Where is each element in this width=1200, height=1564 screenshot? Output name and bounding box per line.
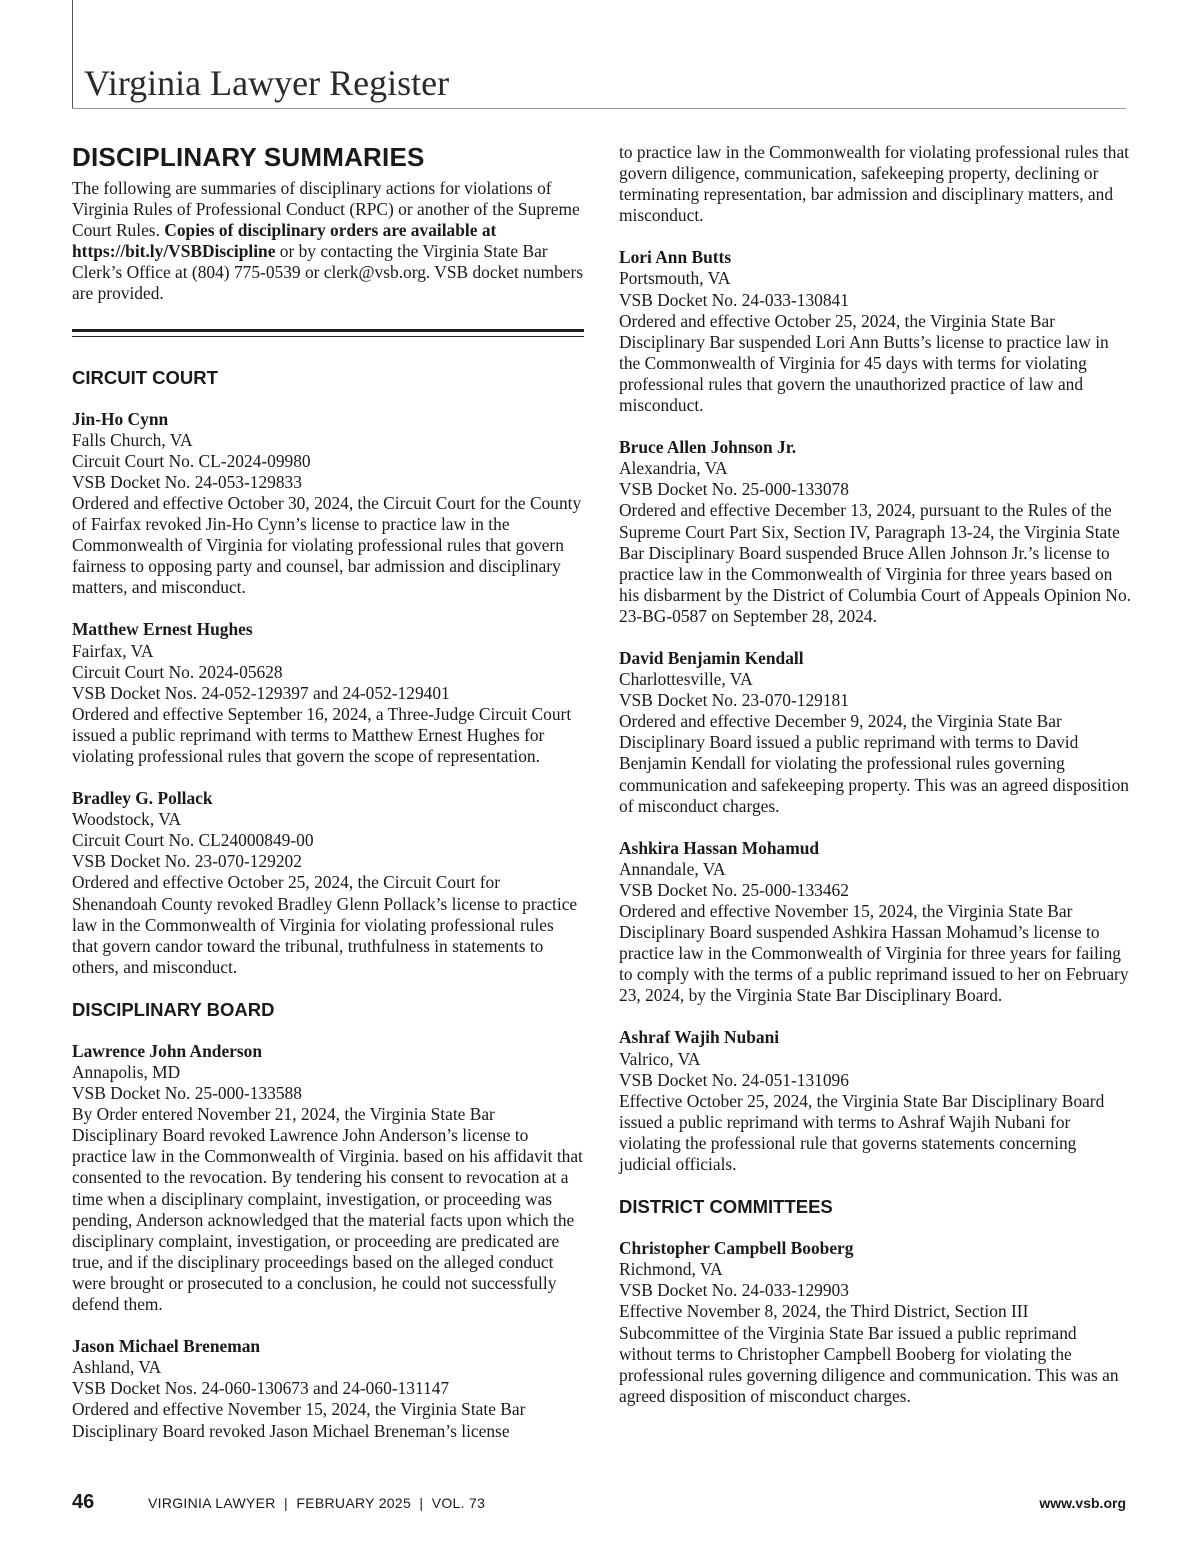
list-item — [619, 648, 1131, 817]
entry-summary: Effective November 8, 2024, the Third District, Section III Subcommittee of the Virginia State Bar issued a public reprimand without terms to Christopher Campbell Booberg for violating the professional rules governing diligence and communication. This was an agreed disposition of misconduct charges. — [619, 1301, 1119, 1406]
list-item — [72, 788, 584, 978]
list-item — [619, 247, 1131, 416]
entry-detail-line: VSB Docket No. 24-033-130841 — [619, 289, 849, 310]
entry-detail-line: Alexandria, VA — [619, 458, 728, 479]
list-item — [72, 619, 584, 767]
entry-detail-line: Falls Church, VA — [72, 429, 193, 450]
entry-summary: Ordered and effective October 25, 2024, the Circuit Court for Shenandoah County revoked Bradley Glenn Pollack’s license to practice law in the Commonwealth of Virginia for violating professional rules that govern candor toward the tribunal, truthfulness in statements to others, and misconduct. — [72, 872, 578, 977]
left-column — [72, 142, 584, 1442]
entry-summary: Ordered and effective November 15, 2024, the Virginia State Bar Disciplinary Board suspended Ashkira Hassan Mohamud’s license to practice law in the Commonwealth of Virginia for three years for failing to comply with the terms of a public reprimand issued to her on February 23, 2024, by the Virginia State Bar Disciplinary Board. — [619, 901, 1129, 1006]
list-item — [619, 1238, 1131, 1407]
section-heading-district-committees: DISTRICT COMMITTEES — [619, 1196, 833, 1218]
entry-detail-line: VSB Docket No. 24-051-131096 — [619, 1069, 849, 1090]
entry-summary: Ordered and effective December 9, 2024, the Virginia State Bar Disciplinary Board issued a public reprimand with terms to David Benjamin Kendall for violating the professional rules governing communication and safekeeping property. This was an agreed disposition of misconduct charges. — [619, 711, 1129, 816]
entry-detail-line: Woodstock, VA — [72, 809, 182, 830]
list-item — [72, 409, 584, 599]
entry-detail-line: VSB Docket Nos. 24-052-129397 and 24-052-129401 — [72, 682, 450, 703]
list-item — [72, 1041, 584, 1315]
attorney-name: Ashkira Hassan Mohamud — [619, 837, 820, 858]
intro-paragraph — [72, 178, 584, 305]
page-title: DISCIPLINARY SUMMARIES — [72, 142, 425, 172]
entry-detail-line: VSB Docket No. 24-033-129903 — [619, 1280, 849, 1301]
entry-detail-line: Valrico, VA — [619, 1048, 701, 1069]
running-header-title: Virginia Lawyer Register — [84, 63, 450, 103]
attorney-name: Jin-Ho Cynn — [72, 408, 169, 429]
header-vertical-rule — [72, 0, 73, 108]
list-item — [619, 1027, 1131, 1175]
section-heading-disciplinary-board: DISCIPLINARY BOARD — [72, 998, 275, 1020]
section-divider — [72, 329, 584, 337]
attorney-name: Christopher Campbell Booberg — [619, 1238, 854, 1259]
entry-summary: By Order entered November 21, 2024, the Virginia State Bar Disciplinary Board revoked Lawrence John Anderson’s license to practice law in the Commonwealth of Virginia. based on his affidavit that consented to the revocation. By tendering his consent to revocation at a time when a disciplinary complaint, investigation, or proceeding was pending, Anderson acknowledged that the material facts upon which the disciplinary complaint, investigation, or proceeding are predicated are true, and if the disciplinary proceedings based on the alleged conduct were brought or prosecuted to a conclusion, he could not successfully defend them. — [72, 1104, 583, 1315]
entry-detail-line: VSB Docket No. 25-000-133078 — [619, 479, 849, 500]
entry-summary: Ordered and effective October 25, 2024, the Virginia State Bar Disciplinary Bar suspended Lori Ann Butts’s license to practice law in the Commonwealth of Virginia for 45 days with terms for violating professional rules that govern the unauthorized practice of law and misconduct. — [619, 310, 1109, 416]
entry-detail-line: VSB Docket No. 25-000-133462 — [619, 879, 849, 900]
entry-detail-line: Portsmouth, VA — [619, 268, 731, 289]
disciplinary-board-entries-continued — [619, 247, 1131, 1175]
list-item — [619, 437, 1131, 627]
district-committee-entries — [619, 1238, 1131, 1407]
list-item — [72, 1336, 584, 1441]
intro-text-b: or by contacting the Virginia State Bar Clerk’s Office at (804) 775-0539 or clerk@vsb.org. VSB docket numbers are provided. — [72, 241, 584, 304]
intro-text-a: The following are summaries of disciplinary actions for violations of Virginia Rules of Professional Conduct (RPC) or another of the Supreme Court Rules. — [72, 178, 580, 241]
attorney-name: David Benjamin Kendall — [619, 647, 804, 668]
entry-detail-line: Charlottesville, VA — [619, 669, 753, 690]
footer-publication: VIRGINIA LAWYER | FEBRUARY 2025 | VOL. 73 — [148, 1495, 486, 1511]
right-column — [619, 142, 1131, 1407]
entry-detail-line: VSB Docket No. 23-070-129181 — [619, 690, 849, 711]
attorney-name: Lori Ann Butts — [619, 247, 732, 268]
entry-detail-line: Richmond, VA — [619, 1259, 723, 1280]
entry-detail-line: VSB Docket No. 24-053-129833 — [72, 471, 302, 492]
entry-detail-line: Ashland, VA — [72, 1357, 162, 1378]
attorney-name: Matthew Ernest Hughes — [72, 619, 253, 640]
entry-detail-line: VSB Docket No. 25-000-133588 — [72, 1083, 302, 1104]
entry-summary: Ordered and effective September 16, 2024, a Three-Judge Circuit Court issued a public reprimand with terms to Matthew Ernest Hughes for violating professional rules that govern the scope of representation. — [72, 703, 572, 766]
footer-url-link[interactable]: www.vsb.org — [1039, 1495, 1126, 1511]
circuit-court-entries — [72, 409, 584, 978]
header-horizontal-rule — [72, 108, 1126, 109]
entry-detail-line: Circuit Court No. CL-2024-09980 — [72, 450, 311, 471]
entry-summary: Ordered and effective November 15, 2024, the Virginia State Bar Disciplinary Board revoked Jason Michael Breneman’s license — [72, 1399, 526, 1441]
entry-detail-line: Circuit Court No. 2024-05628 — [72, 661, 283, 682]
continued-entry-text: to practice law in the Commonwealth for violating professional rules that govern diligence, communication, safekeeping property, declining or terminating representation, bar admission and disciplinary matters, and misconduct. — [619, 142, 1129, 226]
attorney-name: Jason Michael Breneman — [72, 1336, 261, 1357]
disciplinary-board-entries — [72, 1041, 584, 1442]
page-footer — [72, 1491, 1126, 1521]
page-number: 46 — [72, 1491, 95, 1513]
entry-detail-line: Annapolis, MD — [72, 1062, 181, 1082]
attorney-name: Bruce Allen Johnson Jr. — [619, 437, 797, 458]
intro-orders-link[interactable]: Copies of disciplinary orders are available at https://bit.ly/VSBDiscipline — [72, 220, 497, 262]
entry-detail-line: VSB Docket No. 23-070-129202 — [72, 851, 302, 872]
entry-detail-line: Fairfax, VA — [72, 640, 154, 661]
entry-summary: Ordered and effective December 13, 2024, pursuant to the Rules of the Supreme Court Part Six, Section IV, Paragraph 13-24, the Virginia State Bar Disciplinary Board suspended Bruce Allen Johnson Jr.’s license to practice law in the Commonwealth of Virginia for three years based on his disbarment by the District of Columbia Court of Appeals Opinion No. 23-BG-0587 on September 28, 2024. — [619, 500, 1132, 626]
section-heading-circuit-court: CIRCUIT COURT — [72, 366, 218, 388]
attorney-name: Lawrence John Anderson — [72, 1040, 263, 1061]
entry-summary: Ordered and effective October 30, 2024, the Circuit Court for the County of Fairfax revoked Jin-Ho Cynn’s license to practice law in the Commonwealth of Virginia for violating professional rules that govern fairness to opposing party and counsel, bar admission and disciplinary matters, and misconduct. — [72, 492, 582, 598]
entry-detail-line: VSB Docket Nos. 24-060-130673 and 24-060-131147 — [72, 1378, 450, 1399]
entry-detail-line: Annandale, VA — [619, 858, 726, 879]
entry-summary: Effective October 25, 2024, the Virginia State Bar Disciplinary Board issued a public reprimand with terms to Ashraf Wajih Nubani for violating the professional rule that governs statements concerning judicial officials. — [619, 1090, 1105, 1175]
attorney-name: Bradley G. Pollack — [72, 788, 213, 809]
list-item — [619, 838, 1131, 1007]
attorney-name: Ashraf Wajih Nubani — [619, 1027, 780, 1048]
entry-detail-line: Circuit Court No. CL24000849-00 — [72, 830, 314, 851]
